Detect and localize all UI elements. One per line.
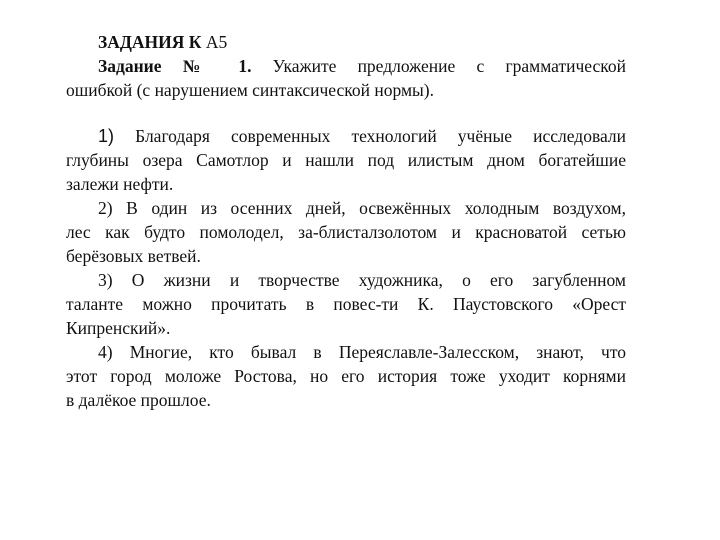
option-2-line-2: лес как будто помолодел, за-блисталзолотом и красноватой сетью <box>66 222 626 242</box>
heading-bold: ЗАДАНИЯ К <box>98 32 202 52</box>
option-1-line-3: залежи нефти. <box>66 174 174 194</box>
spacer <box>66 102 626 124</box>
option-1-line-1 <box>66 124 626 148</box>
option-4-line-3: в далёкое прошлое. <box>66 390 211 410</box>
task-instruction-line-1 <box>66 54 626 78</box>
option-3-line-1: 3) О жизни и творчестве художника, о его загубленном <box>98 270 626 290</box>
option-4-line-2: этот город моложе Ростова, но его история тоже уходит корнями <box>66 366 626 386</box>
option-1-line-2: глубины озера Самотлор и нашли под илистым дном богатейшие <box>66 150 626 170</box>
task-label: Задание № 1. <box>98 56 252 76</box>
option-2-line-3: берёзовых ветвей. <box>66 246 201 266</box>
heading-rest: А5 <box>201 32 228 52</box>
option-4-line-1: 4) Многие, кто бывал в Переяславле-Залесском, знают, что <box>98 342 626 362</box>
option-2-line-1: 2) В один из осенних дней, освежённых холодным воздухом, <box>98 198 626 218</box>
document-page <box>66 30 626 412</box>
option-3-line-3: Кипренский». <box>66 318 171 338</box>
option-1-text: Благодаря современных технологий учёные исследовали <box>114 126 626 146</box>
task-instruction-line-2: ошибкой (с нарушением синтаксической нормы). <box>66 80 434 100</box>
task-text: Укажите предложение с грамматической <box>251 56 627 76</box>
section-heading <box>66 30 626 54</box>
option-1-number: 1) <box>98 126 115 146</box>
option-3-line-2: таланте можно прочитать в повес-ти К. Паустовского «Орест <box>66 294 626 314</box>
